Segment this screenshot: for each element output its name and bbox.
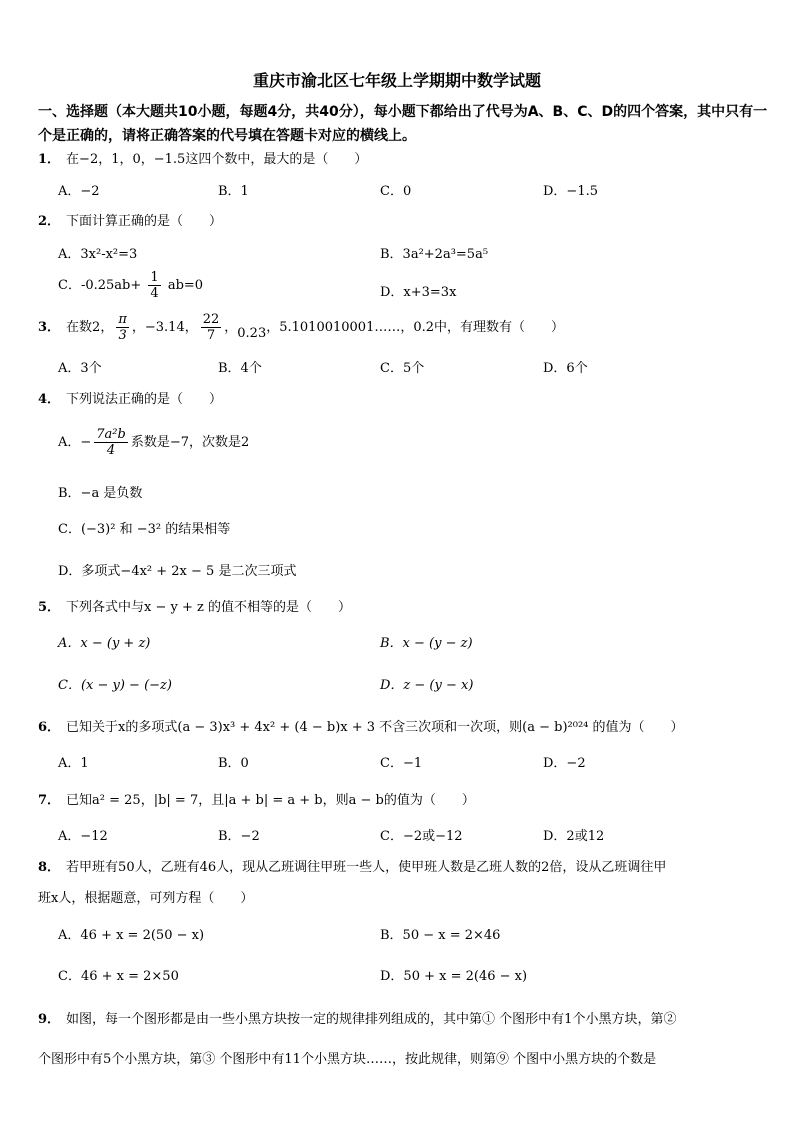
option-b: B．50 − x = 2×46 (380, 928, 501, 943)
option-d: D．z − (y − x) (380, 678, 474, 693)
question-text-line-1: 如图，每一个图形都是由一些小黑方块按一定的规律排列组成的，其中第① 个图形中有1个小黑方块，第② (66, 1012, 677, 1027)
option-b: B．3a²+2a³=5a⁵ (380, 247, 489, 262)
option-b: B．0 (218, 756, 249, 771)
option-c (58, 270, 203, 301)
fraction-numerator: 7a²b (96, 427, 126, 442)
option-d: D．−2 (543, 756, 586, 771)
option-d: D．多项式−4x² + 2x − 5 是二次三项式 (58, 564, 297, 579)
option-d: D．6个 (543, 361, 588, 376)
question-number: 4． (38, 392, 61, 407)
fraction (148, 270, 160, 301)
question-9 (38, 1008, 676, 1027)
option-a: A．x − (y + z) (58, 636, 151, 651)
question-8 (38, 856, 666, 875)
fraction (94, 427, 128, 458)
question-1 (38, 148, 367, 167)
fraction-numerator: 22 (202, 312, 220, 327)
question-text-mid: ，−3.14， (131, 320, 198, 335)
question-2 (38, 210, 222, 229)
repeating-decimal: 0.23 (237, 326, 267, 341)
question-text: 在−2，1，0，−1.5这四个数中，最大的是（ ） (66, 152, 368, 167)
question-text-pre: 在数2， (66, 320, 114, 335)
fraction-denominator: 4 (106, 443, 116, 458)
option-a: A．−12 (58, 829, 108, 844)
option-c: C．−1 (380, 756, 423, 771)
fraction-denominator: 7 (206, 328, 216, 343)
question-text: 下面计算正确的是（ ） (66, 214, 223, 229)
option-d: D．x+3=3x (380, 285, 457, 300)
option-b: B．−2 (218, 829, 260, 844)
option-a: A．3x²-x²=3 (58, 247, 138, 262)
question-text: 下列说法正确的是（ ） (66, 392, 223, 407)
option-d: D．2或12 (543, 829, 605, 844)
question-text: 下列各式中与x − y + z 的值不相等的是（ ） (66, 600, 352, 615)
option-c: C．(x − y) − (−z) (58, 678, 172, 693)
question-number: 9． (38, 1012, 61, 1027)
option-a: A．46 + x = 2(50 − x) (58, 928, 205, 943)
option-b: B．1 (218, 184, 249, 199)
fraction-pi (116, 312, 129, 343)
question-5 (38, 596, 351, 615)
question-number: 3． (38, 320, 61, 335)
question-text-post: ，5.1010010001……，0.2中，有理数有（ ） (266, 320, 565, 335)
option-a: A．3个 (58, 361, 102, 376)
fraction-numerator: 1 (150, 270, 159, 285)
question-number: 7． (38, 793, 61, 808)
option-a: A．1 (58, 756, 89, 771)
option-c-prefix: C．-0.25ab+ (58, 278, 142, 293)
question-number: 1． (38, 152, 61, 167)
option-a (58, 427, 249, 458)
option-c: C．5个 (380, 361, 425, 376)
option-a: A．−2 (58, 184, 100, 199)
question-number: 5． (38, 600, 61, 615)
option-b: B．−a 是负数 (58, 486, 143, 501)
fraction-denominator: 3 (118, 328, 127, 343)
question-6 (38, 716, 684, 735)
fraction-denominator: 4 (150, 286, 159, 301)
option-d: D．−1.5 (543, 184, 598, 199)
question-text: 已知a² = 25，|b| = 7，且|a + b| = a + b，则a − b的值为（ ） (66, 793, 475, 808)
question-text-line-1: 若甲班有50人，乙班有46人，现从乙班调往甲班一些人，使甲班人数是乙班人数的2倍，设从乙班调往甲 (66, 860, 667, 875)
question-7 (38, 789, 475, 808)
question-text: 已知关于x的多项式(a − 3)x³ + 4x² + (4 − b)x + 3 不含三次项和一次项，则(a − b)²⁰²⁴ 的值为（ ） (66, 720, 684, 735)
question-number: 2． (38, 214, 61, 229)
option-c-suffix: ab=0 (167, 278, 204, 293)
option-a-prefix: A．− (58, 435, 92, 450)
option-c: C．(−3)² 和 −3² 的结果相等 (58, 522, 231, 537)
question-9-continued: 个图形中有5个小黑方块，第③ 个图形中有11个小黑方块……，按此规律，则第⑨ 个图中小黑方块的个数是 (38, 1052, 657, 1067)
option-b: B．x − (y − z) (380, 636, 473, 651)
question-number: 6． (38, 720, 61, 735)
fraction-22-7 (201, 312, 222, 343)
page-title: 重庆市渝北区七年级上学期期中数学试题 (252, 71, 541, 90)
option-c: C．0 (380, 184, 412, 199)
section-instructions: 一、选择题（本大题共10小题，每题4分，共40分），每小题下都给出了代号为A、B、C、D的四个答案，其中只有一个是正确的，请将正确答案的代号填在答题卡对应的横线上。 (38, 104, 768, 144)
option-a-suffix: 系数是−7，次数是2 (130, 435, 250, 450)
question-number: 8． (38, 860, 61, 875)
option-c: C．−2或−12 (380, 829, 463, 844)
question-3: 3． 在数2， $\frac{\pi}{3}$ ，−3.14， $\frac{22}{7}$ ，0.23，5.1010010001……，0.2中，有理数有（ ） (38, 312, 565, 343)
option-b: B．4个 (218, 361, 262, 376)
option-c: C．46 + x = 2×50 (58, 969, 179, 984)
fraction-numerator: π (118, 312, 127, 327)
option-d: D．50 + x = 2(46 − x) (380, 969, 528, 984)
question-4 (38, 388, 222, 407)
question-8-continued: 班x人，根据题意，可列方程（ ） (38, 891, 254, 906)
